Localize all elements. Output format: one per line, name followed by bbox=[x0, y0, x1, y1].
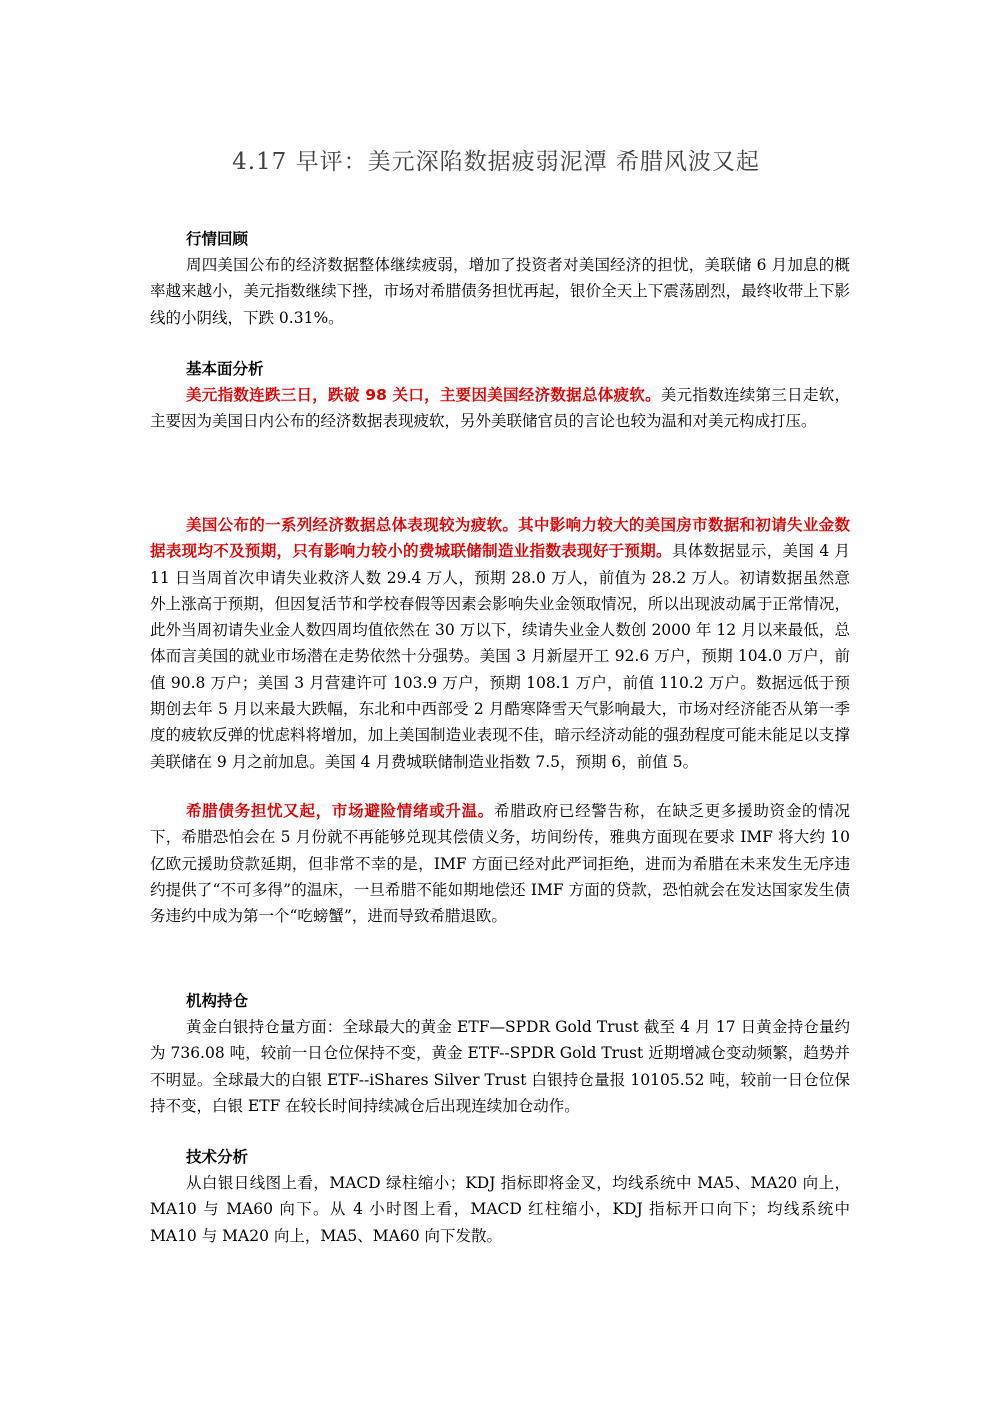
fundamental-paragraph-3 bbox=[150, 798, 850, 929]
fundamental-text-1: 美元指数连续第三日走软，主要因为美国日内公布的经济数据表现疲软，另外美联储官员的言论也较为温和对美元构成打压。 bbox=[150, 386, 850, 431]
technical-section bbox=[150, 1144, 850, 1249]
fundamental-section-3 bbox=[150, 798, 850, 929]
holdings-text: 黄金白银持仓量方面：全球最大的黄金 ETF—SPDR Gold Trust 截至 4 月 17 日黄金持仓量约为 736.08 吨，较前一日仓位保持不变，黄金 ETF--SPDR Gold Trust 近期增减仓变动频繁，趋势并不明显。全球最大的白银 ETF--iShares Silver Trust 白银持仓量报 10105.52 吨，较前一日仓位保持不变，白银 ETF 在较长时间持续减仓后出现连续加仓动作。 bbox=[150, 1018, 850, 1115]
fundamental-text-3: 希腊政府已经警告称，在缺乏更多援助资金的情况下，希腊恐怕会在 5 月份就不再能够兑现其偿债义务，坊间纷传，雅典方面现在要求 IMF 将大约 10 亿欧元援助贷款延期，但非常不幸的是，IMF 方面已经对此严词拒绝，进而为希腊在未来发生无序违约提供了“不可多得”的温床，一旦希腊不能如期地偿还 IMF 方面的贷款，恐怕就会在发达国家发生债务违约中成为第一个“吃螃蟹”，进而导致希腊退欧。 bbox=[150, 802, 850, 926]
fundamental-highlight-3: 希腊债务担忧又起，市场避险情绪或升温。 bbox=[186, 802, 495, 820]
fundamental-highlight-2: 美国公布的一系列经济数据总体表现较为疲软。其中影响力较大的美国房市数据和初请失业金数据表现均不及预期，只有影响力较小的费城联储制造业指数表现好于预期。 bbox=[150, 516, 850, 561]
fundamental-section bbox=[150, 356, 850, 435]
market-review-text: 周四美国公布的经济数据整体继续疲弱，增加了投资者对美国经济的担忧，美联储 6 月加息的概率越来越小，美元指数继续下挫，市场对希腊债务担忧再起，银价全天上下震荡剧烈，最终收带上下影线的小阴线，下跌 0.31%。 bbox=[150, 256, 850, 327]
fundamental-paragraph-2 bbox=[150, 512, 850, 775]
fundamental-highlight-1: 美元指数连跌三日，跌破 98 关口，主要因美国经济数据总体疲软。 bbox=[186, 386, 661, 404]
fundamental-paragraph-1 bbox=[150, 382, 850, 435]
technical-heading: 技术分析 bbox=[186, 1148, 249, 1166]
fundamental-text-2: 具体数据显示，美国 4 月 11 日当周首次申请失业救济人数 29.4 万人，预期 28.0 万人，前值为 28.2 万人。初请数据虽然意外上涨高于预期，但因复活节和学校春假等因素会影响失业金领取情况，所以出现波动属于正常情况，此外当周初请失业金人数四周均值依然在 30 万以下，续请失业金人数创 2000 年 12 月以来最低，总体而言美国的就业市场潜在走势依然十分强势。美国 3 月新屋开工 92.6 万户，预期 104.0 万户，前值 90.8 万户；美国 3 月营建许可 103.9 万户，预期 108.1 万户，前值 110.2 万户。数据远低于预期创去年 5 月以来最大跌幅，东北和中西部受 2 月酷寒降雪天气影响最大，市场对经济能否从第一季度的疲软反弹的忧虑料将增加，加上美国制造业表现不佳，暗示经济动能的强劲程度可能未能足以支撑美联储在 9 月之前加息。美国 4 月费城联储制造业指数 7.5，预期 6，前值 5。 bbox=[150, 542, 850, 771]
technical-text: 从白银日线图上看，MACD 绿柱缩小；KDJ 指标即将金叉，均线系统中 MA5、MA20 向上，MA10 与 MA60 向下。从 4 小时图上看，MACD 红柱缩小，KDJ 指标开口向下；均线系统中 MA10 与 MA20 向上，MA5、MA60 向下发散。 bbox=[150, 1174, 850, 1245]
market-review-heading: 行情回顾 bbox=[186, 230, 249, 248]
holdings-heading: 机构持仓 bbox=[186, 992, 249, 1010]
page-title: 4.17 早评：美元深陷数据疲弱泥潭 希腊风波又起 bbox=[232, 149, 760, 176]
fundamental-heading: 基本面分析 bbox=[186, 360, 264, 378]
fundamental-section-2 bbox=[150, 512, 850, 775]
market-review-section bbox=[150, 226, 850, 331]
holdings-section bbox=[150, 988, 850, 1119]
